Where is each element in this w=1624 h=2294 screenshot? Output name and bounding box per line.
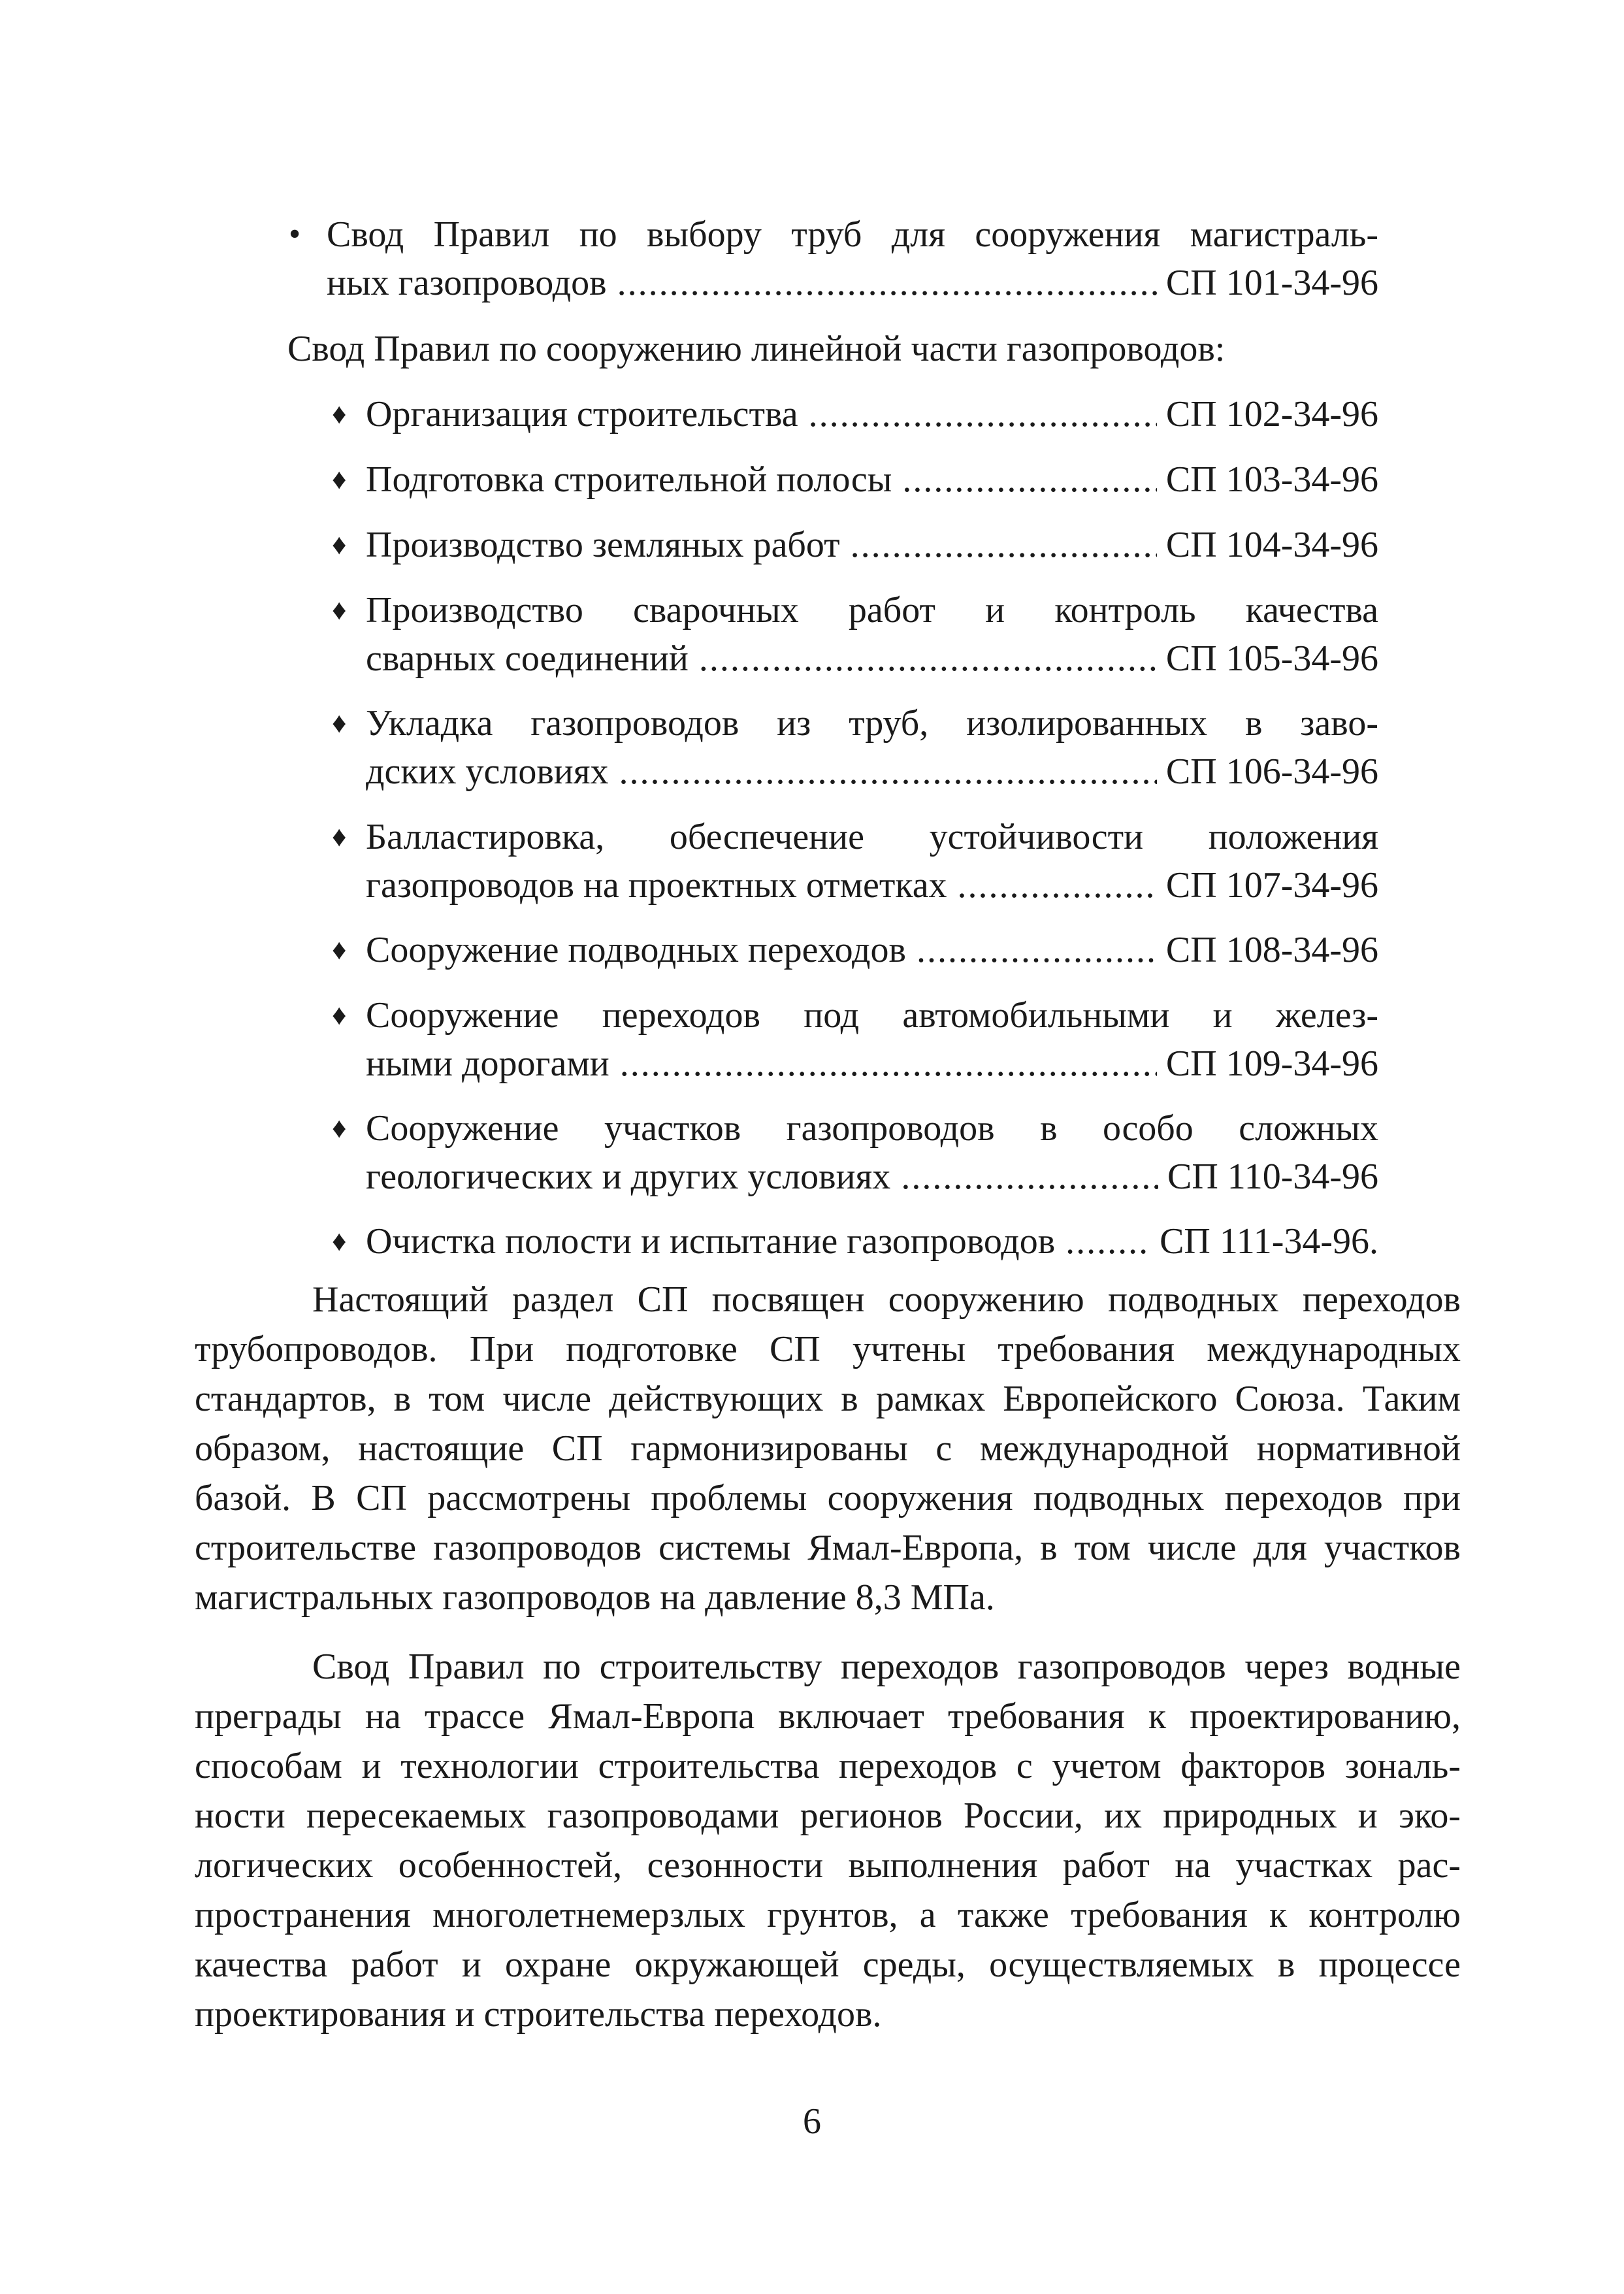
list-item bbox=[332, 813, 1378, 909]
diamond-bullet-icon: ♦ bbox=[332, 529, 347, 561]
dot-leader bbox=[617, 259, 1157, 307]
list-item-line: Производство сварочных работ и контроль качества bbox=[366, 590, 1378, 631]
sp-code: СП 105-34-96 bbox=[1165, 638, 1378, 679]
list-item bbox=[332, 390, 1378, 438]
list-item-line bbox=[366, 926, 1378, 974]
paragraph-line: проектирования и строительства переходов. bbox=[195, 1994, 882, 2035]
round-bullet-icon: • bbox=[289, 216, 301, 253]
dot-leader bbox=[620, 1040, 1157, 1088]
list-item-line: Сооружение переходов под автомобильными и желез- bbox=[366, 995, 1378, 1036]
intro-list-item bbox=[289, 210, 1378, 307]
paragraph-line: ности пересекаемых газопроводами регионов России, их природных и эко- bbox=[195, 1795, 1461, 1836]
list-item-line bbox=[366, 1040, 1378, 1088]
list-item bbox=[332, 1104, 1378, 1201]
intro-line-2-text: ных газопроводов bbox=[327, 263, 607, 303]
dot-leader bbox=[958, 861, 1157, 909]
list-item-line bbox=[366, 634, 1378, 683]
diamond-bullet-icon: ♦ bbox=[332, 999, 347, 1031]
list-item-line bbox=[366, 521, 1378, 569]
list-item-line bbox=[366, 861, 1378, 909]
list-item-text: Очистка полости и испытание газопроводов bbox=[366, 1221, 1056, 1262]
page-number: 6 bbox=[803, 2101, 821, 2142]
list-item bbox=[332, 991, 1378, 1088]
dot-leader bbox=[917, 926, 1157, 974]
list-item-text: Подготовка строительной полосы bbox=[366, 459, 892, 500]
list-item bbox=[332, 699, 1378, 796]
dot-leader bbox=[902, 455, 1157, 504]
paragraph-line: качества работ и охране окружающей среды, осуществляемых в процессе bbox=[195, 1944, 1461, 1985]
paragraph-2 bbox=[195, 1643, 1461, 2040]
dot-leader bbox=[619, 747, 1157, 796]
intro-code: СП 101-34-96 bbox=[1165, 263, 1378, 303]
paragraph-line: стандартов, в том числе действующих в рамках Европейского Союза. Таким bbox=[195, 1379, 1461, 1419]
intro-line-2 bbox=[327, 259, 1378, 307]
paragraph-line: образом, настоящие СП гармонизированы с международной нормативной bbox=[195, 1428, 1461, 1469]
paragraph-line: пространения многолетнемерзлых грунтов, а также требования к контролю bbox=[195, 1895, 1461, 1935]
list-item-text: ными дорогами bbox=[366, 1043, 609, 1084]
dot-leader bbox=[851, 521, 1157, 569]
paragraph-line: строительстве газопроводов системы Ямал-Европа, в том числе для участков bbox=[195, 1528, 1461, 1568]
list-item bbox=[332, 1217, 1378, 1266]
list-item-text: Производство земляных работ bbox=[366, 525, 840, 565]
list-item-text: Организация строительства bbox=[366, 394, 798, 434]
subheading: Свод Правил по сооружению линейной части газопроводов: bbox=[287, 329, 1226, 369]
dot-leader bbox=[699, 634, 1157, 683]
list-item bbox=[332, 455, 1378, 504]
diamond-bullet-icon: ♦ bbox=[332, 594, 347, 626]
dot-leader bbox=[1065, 1217, 1150, 1266]
list-item-text: дских условиях bbox=[366, 751, 609, 792]
diamond-bullet-icon: ♦ bbox=[332, 821, 347, 853]
sp-code: СП 109-34-96 bbox=[1165, 1043, 1378, 1084]
list-item-text: сварных соединений bbox=[366, 638, 689, 679]
list-item-line bbox=[366, 1153, 1378, 1201]
sp-code: СП 111-34-96. bbox=[1160, 1221, 1378, 1262]
intro-line-1: Свод Правил по выбору труб для сооружения магистраль- bbox=[327, 214, 1378, 255]
list-item bbox=[332, 926, 1378, 974]
list-item-line: Сооружение участков газопроводов в особо сложных bbox=[366, 1108, 1378, 1149]
list-item-text: Сооружение подводных переходов bbox=[366, 930, 906, 970]
paragraph-1 bbox=[195, 1275, 1461, 1623]
paragraph-line: магистральных газопроводов на давление 8,3 МПа. bbox=[195, 1577, 995, 1618]
dot-leader bbox=[809, 390, 1157, 438]
sp-code: СП 108-34-96 bbox=[1165, 930, 1378, 970]
paragraph-line: базой. В СП рассмотрены проблемы сооружения подводных переходов при bbox=[195, 1478, 1461, 1518]
sp-code: СП 102-34-96 bbox=[1165, 394, 1378, 434]
paragraph-line: трубопроводов. При подготовке СП учтены требования международных bbox=[195, 1329, 1461, 1369]
paragraph-line: преграды на трассе Ямал-Европа включает требования к проектированию, bbox=[195, 1696, 1461, 1737]
paragraph-line: Настоящий раздел СП посвящен сооружению подводных переходов bbox=[312, 1279, 1461, 1320]
list-item-line bbox=[366, 390, 1378, 438]
diamond-bullet-icon: ♦ bbox=[332, 934, 347, 966]
list-item-line bbox=[366, 455, 1378, 504]
dot-leader bbox=[901, 1153, 1158, 1201]
sp-code: СП 110-34-96 bbox=[1167, 1156, 1378, 1197]
list-item-line: Балластировка, обеспечение устойчивости положения bbox=[366, 817, 1378, 857]
paragraph-line: способам и технологии строительства переходов с учетом факторов зональ- bbox=[195, 1746, 1461, 1786]
list-item-line bbox=[366, 747, 1378, 796]
paragraph-line: Свод Правил по строительству переходов газопроводов через водные bbox=[312, 1647, 1461, 1687]
paragraph-line: логических особенностей, сезонности выполнения работ на участках рас- bbox=[195, 1845, 1461, 1886]
diamond-bullet-icon: ♦ bbox=[332, 398, 347, 430]
list-item-line bbox=[366, 1217, 1378, 1266]
list-item-line: Укладка газопроводов из труб, изолированных в заво- bbox=[366, 703, 1378, 744]
list-item-text: геологических и других условиях bbox=[366, 1156, 891, 1197]
list-item bbox=[332, 586, 1378, 683]
list-item bbox=[332, 521, 1378, 569]
sp-code: СП 104-34-96 bbox=[1165, 525, 1378, 565]
sp-code: СП 107-34-96 bbox=[1165, 865, 1378, 906]
sp-code: СП 103-34-96 bbox=[1165, 459, 1378, 500]
diamond-bullet-icon: ♦ bbox=[332, 1112, 347, 1144]
list-item-text: газопроводов на проектных отметках bbox=[366, 865, 947, 906]
diamond-bullet-icon: ♦ bbox=[332, 1225, 347, 1257]
diamond-bullet-icon: ♦ bbox=[332, 463, 347, 495]
diamond-bullet-icon: ♦ bbox=[332, 707, 347, 739]
sp-code: СП 106-34-96 bbox=[1165, 751, 1378, 792]
